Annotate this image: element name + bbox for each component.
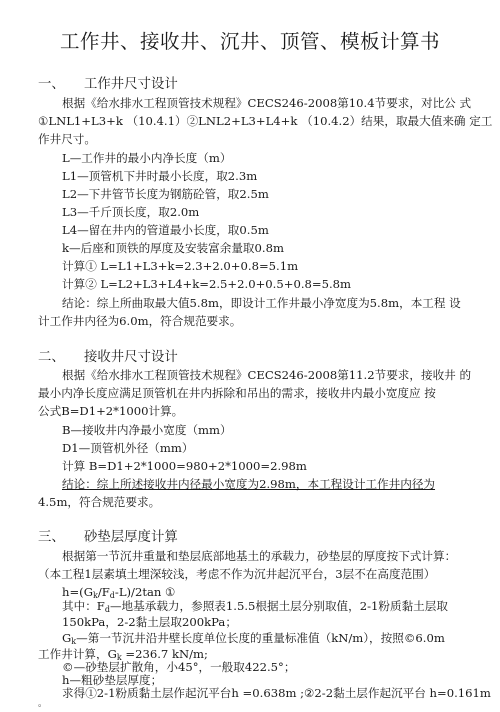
section-1-heading xyxy=(38,73,178,92)
sec2-line: D1—顶管机外径（mm） xyxy=(62,441,194,455)
sec1-line: 结论：综上所曲取最大值5.8m，即设计工作井最小净宽度为5.8m，本工程 设 xyxy=(62,296,461,310)
section-1-number: 一、 xyxy=(38,77,65,92)
section-2-heading xyxy=(38,346,178,365)
sec1-line: 计工作井内径为6.0m，符合规范要求。 xyxy=(38,314,242,328)
sec3-line: 其中：$F_d—$地基承载力，参照表1.5.5根据土层分别取值，2-1粉质黏土层取 xyxy=(62,599,448,614)
sec3-line: h—粗砂垫层厚度； xyxy=(62,673,163,687)
sec1-line: 根据《给水排水工程顶管技术规程》CECS246-2008第10.4节要求，对比公 式 xyxy=(62,96,472,110)
sec3-line: 工作井计算，$G_k =236.7$ kN/m; xyxy=(38,647,208,662)
trailing-period: 。 xyxy=(38,699,48,709)
sec3-line: （本工程1层素填土埋深较浅，考虑不作为沉井起沉平台，3层不在高度范围） xyxy=(38,567,436,581)
sec3-result-line: 求得①2-1粉质黏土层作起沉平台h =0.638m ;②2-2黏土层作起沉平台 h=0.161m xyxy=(62,686,491,700)
page-title: 工作井、接收井、沉井、顶管、模板计算书 xyxy=(59,30,440,53)
sec1-line: ①LNL1+L3+k （10.4.1）②LNL2+L3+L4+k （10.4.2）结果，取最大值来确 定工 xyxy=(38,114,493,128)
section-3-title: 砂垫层厚度计算 xyxy=(84,530,178,545)
sec3-line: 150kPa，2-2黏土层取200kPa； xyxy=(62,615,237,629)
formula-line: $h=(G_k/F_d-L)/2\tan$ ① xyxy=(62,585,176,600)
sec1-line: 计算② L=L2+L3+L4+k=2.5+2.0+0.5+0.8=5.8m xyxy=(62,277,352,291)
sec2-conclusion: 结论：综上所述接收井内径最小宽度为2.98m，本工程设计工作井内径为 xyxy=(62,477,436,491)
sec2-line: 最小内净长度应满足顶管机在井内拆除和吊出的需求，接收井内最小宽度应 按 xyxy=(38,386,436,400)
section-3-heading xyxy=(38,526,178,545)
sec1-line: 计算① L=L1+L3+k=2.3+2.0+0.8=5.1m xyxy=(62,259,299,273)
sec3-line: 根据第一节沉井重量和垫层底部地基土的承载力，砂垫层的厚度按下式计算： xyxy=(62,549,457,563)
section-2-number: 二、 xyxy=(38,350,65,365)
sec2-line: 公式B=D1+2*1000计算。 xyxy=(38,404,184,418)
sec1-line: L4—留在井内的管道最小长度，取0.5m xyxy=(62,223,269,237)
section-1-title: 工作井尺寸设计 xyxy=(84,77,178,92)
sec1-line: L3—千斤顶长度，取2.0m xyxy=(62,205,200,219)
sec3-line: $G_k—$第一节沉井沿井壁长度单位长度的重量标准值（kN/m），按照©6.0m xyxy=(62,631,445,646)
sec2-line: B—接收井内净最小宽度（mm） xyxy=(62,423,232,437)
section-2-title: 接收井尺寸设计 xyxy=(84,350,178,365)
sec3-line: ©—砂垫层扩散角，小45°，一般取422.5°； xyxy=(62,660,296,674)
sec1-line: k—后座和顶铁的厚度及安装富余量取0.8m xyxy=(62,241,284,255)
sec1-line: 作井尺寸。 xyxy=(38,132,96,146)
sec2-line: 4.5m，符合规范要求。 xyxy=(38,495,161,509)
sec1-line: L2—下井管节长度为钢筋砼管，取2.5m xyxy=(62,187,269,201)
sec1-line: L1—顶管机下井时最小长度，取2.3m xyxy=(62,169,258,183)
sec1-line: L—工作井的最小内净长度（m） xyxy=(62,151,232,165)
sec2-line: 计算 B=D1+2*1000=980+2*1000=2.98m xyxy=(62,459,307,473)
sec2-line: 根据《给水排水工程顶管技术规程》CECS246-2008第11.2节要求，接收井 的 xyxy=(62,368,472,382)
section-3-number: 三、 xyxy=(38,530,65,545)
